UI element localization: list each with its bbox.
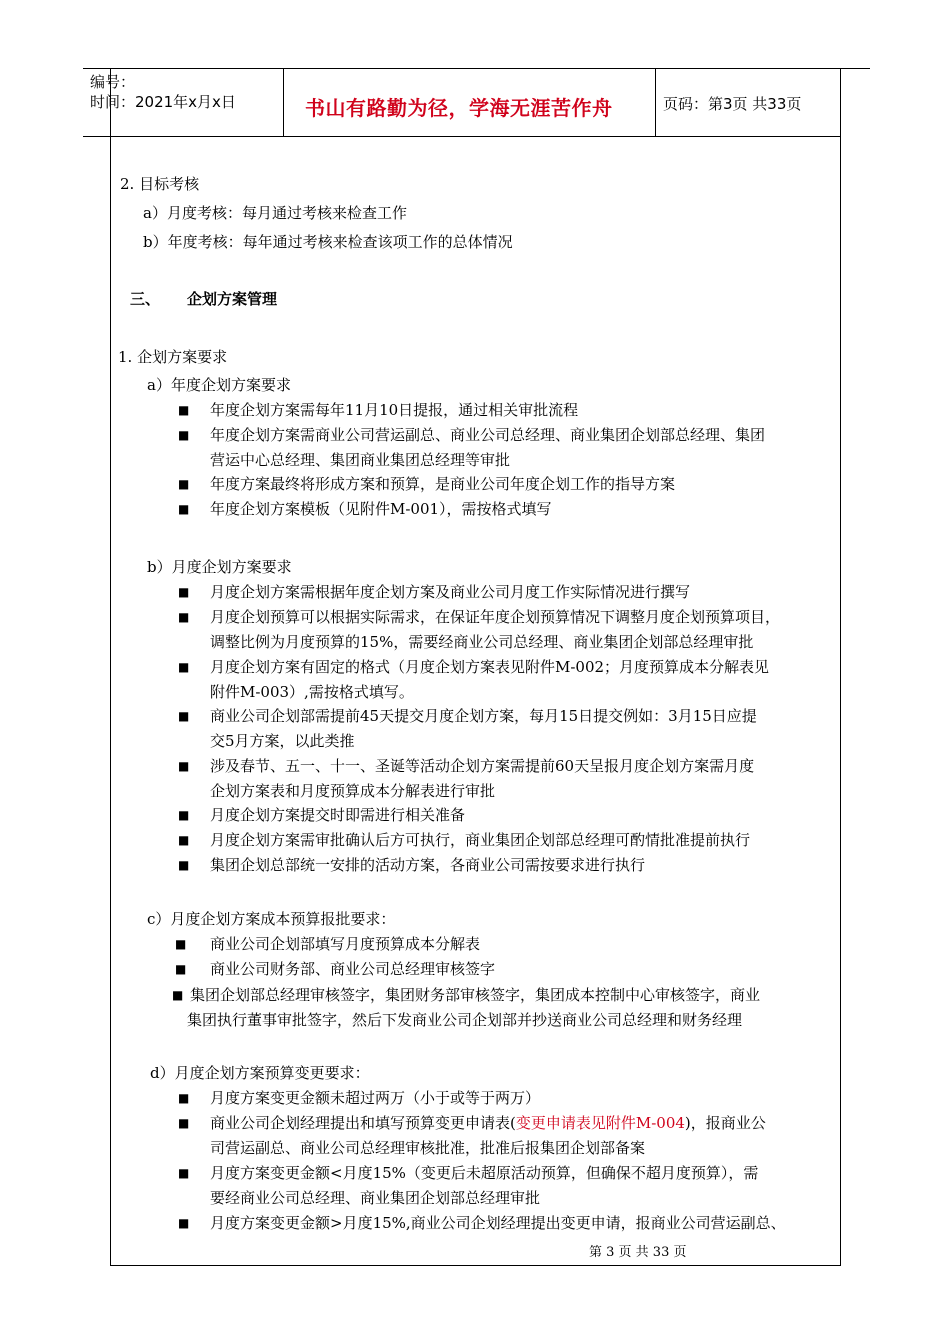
list-item: [210, 1111, 766, 1135]
list-item: 年度企划方案需每年11月10日提报，通过相关审批流程: [210, 401, 579, 419]
bullet-icon: ■: [172, 988, 184, 1002]
list-item: 年度方案最终将形成方案和预算，是商业公司年度企划工作的指导方案: [210, 475, 676, 493]
section-2-title: 2. 目标考核: [120, 175, 200, 193]
document-number: 编号：: [90, 73, 136, 91]
bullet-icon: ■: [178, 833, 190, 847]
bullet-icon: ■: [178, 502, 190, 516]
bullet-icon: ■: [178, 585, 190, 599]
list-item: 商业公司财务部、商业公司总经理审核签字: [210, 960, 496, 978]
list-item: 月度方案变更金额未超过两万（小于或等于两万）: [210, 1089, 541, 1107]
list-item: 月度企划方案提交时即需进行相关准备: [210, 806, 466, 824]
budget-approval-title: c）月度企划方案成本预算报批要求：: [147, 910, 396, 928]
header-top-line: [83, 68, 870, 69]
bullet-icon: ■: [178, 759, 190, 773]
list-item-continued: 交5月方案，以此类推: [210, 732, 355, 750]
section-3-title: 企划方案管理: [187, 290, 278, 308]
bullet-icon: ■: [178, 610, 190, 624]
bullet-icon: ■: [178, 808, 190, 822]
monthly-plan-title: b）月度企划方案要求: [147, 558, 292, 576]
bullet-icon: ■: [175, 962, 187, 976]
list-item-continued: 调整比例为月度预算的15%，需要经商业公司总经理、商业集团企划部总经理审批: [210, 633, 754, 651]
list-item-continued: 附件M-003）,需按格式填写。: [210, 683, 414, 701]
page-border-right: [840, 136, 841, 1265]
bullet-icon: ■: [178, 1166, 190, 1180]
list-item: 集团企划部总经理审核签字，集团财务部审核签字，集团成本控制中心审核签字，商业: [190, 986, 761, 1004]
section-3-number: 三、: [130, 290, 161, 308]
list-item: 月度企划预算可以根据实际需求，在保证年度企划预算情况下调整月度企划预算项目，: [210, 608, 781, 626]
header-divider-left: [283, 68, 284, 136]
page-border-left: [110, 68, 111, 1265]
list-item: 月度方案变更金额<月度15%（变更后未超原活动预算，但确保不超月度预算），需: [210, 1164, 759, 1182]
page-footer: 第 3 页 共 33 页: [589, 1245, 687, 1260]
header-divider-right: [655, 68, 656, 136]
list-item: 商业公司企划部填写月度预算成本分解表: [210, 935, 481, 953]
list-item: 月度方案变更金额>月度15%,商业公司企划经理提出变更申请，报商业公司营运副总、: [210, 1214, 786, 1232]
list-item: 月度企划方案有固定的格式（月度企划方案表见附件M-002；月度预算成本分解表见: [210, 658, 770, 676]
list-item-continued: 要经商业公司总经理、商业集团企划部总经理审批: [210, 1189, 541, 1207]
list-item: 集团企划总部统一安排的活动方案，各商业公司需按要求进行执行: [210, 856, 646, 874]
list-item: 年度企划方案模板（见附件M-001），需按格式填写: [210, 500, 552, 518]
list-item-continued: 司营运副总、商业公司总经理审核批准，批准后报集团企划部备案: [210, 1139, 646, 1157]
list-item: 年度企划方案需商业公司营运副总、商业公司总经理、商业集团企划部总经理、集团: [210, 426, 766, 444]
bullet-icon: ■: [178, 1091, 190, 1105]
attachment-reference: 变更申请表见附件M-004: [515, 1114, 685, 1132]
bullet-icon: ■: [178, 1216, 190, 1230]
list-item: 商业公司企划部需提前45天提交月度企划方案，每月15日提交例如：3月15日应提: [210, 707, 757, 725]
bullet-icon: ■: [178, 858, 190, 872]
bullet-icon: ■: [178, 428, 190, 442]
bullet-icon: ■: [175, 937, 187, 951]
list-item-text: 商业公司企划经理提出和填写预算变更申请表(: [210, 1114, 516, 1132]
budget-change-title: d）月度企划方案预算变更要求：: [150, 1064, 370, 1082]
list-item-continued: 营运中心总经理、集团商业集团总经理等审批: [210, 451, 511, 469]
header-bottom-line: [83, 136, 840, 137]
requirements-title: 1. 企划方案要求: [118, 348, 228, 366]
bullet-icon: ■: [178, 477, 190, 491]
bullet-icon: ■: [178, 709, 190, 723]
list-item: 涉及春节、五一、十一、圣诞等活动企划方案需提前60天呈报月度企划方案需月度: [210, 757, 755, 775]
list-item: 月度企划方案需根据年度企划方案及商业公司月度工作实际情况进行撰写: [210, 583, 691, 601]
document-date: 时间：2021年x月x日: [90, 93, 236, 111]
header-page-info: 页码：第3页 共33页: [663, 95, 802, 113]
bullet-icon: ■: [178, 403, 190, 417]
list-item-text: )，报商业公: [684, 1114, 766, 1132]
bullet-icon: ■: [178, 1116, 190, 1130]
annual-plan-title: a）年度企划方案要求: [147, 376, 291, 394]
page-border-bottom: [110, 1265, 841, 1266]
list-item-continued: 集团执行董事审批签字，然后下发商业公司企划部并抄送商业公司总经理和财务经理: [187, 1011, 743, 1029]
bullet-icon: ■: [178, 660, 190, 674]
header-motto: 书山有路勤为径，学海无涯苦作舟: [305, 96, 613, 120]
list-item: 月度企划方案需审批确认后方可执行，商业集团企划部总经理可酌情批准提前执行: [210, 831, 751, 849]
list-item-continued: 企划方案表和月度预算成本分解表进行审批: [210, 782, 496, 800]
section-2-item-b: b）年度考核：每年通过考核来检查该项工作的总体情况: [143, 233, 513, 251]
section-2-item-a: a）月度考核：每月通过考核来检查工作: [143, 204, 407, 222]
header-right-edge: [840, 68, 841, 136]
